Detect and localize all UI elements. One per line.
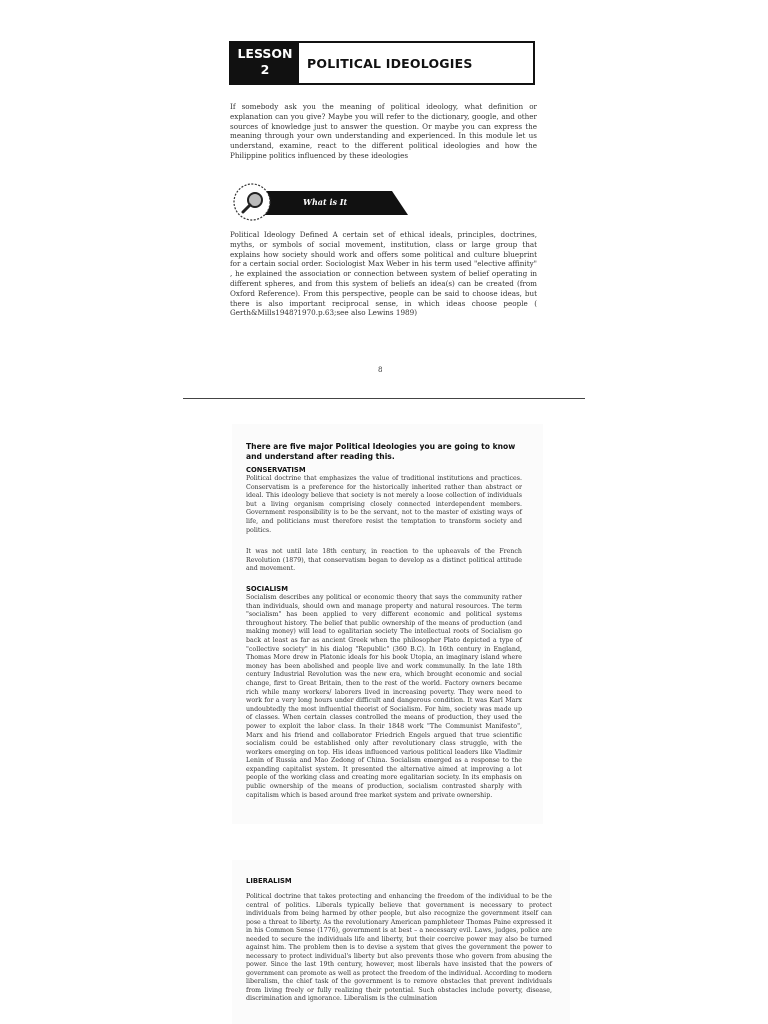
conservatism-paragraph-1: Political doctrine that emphasizes the value of traditional institutions and practices. Conservatism is a preference for the historically inherited rather than abstract or ideal. This ideology believe that society is not merely a loose collection of individuals but a living organism comprising closely connected interdependent members. Government responsibility is to be the servant, not to the master of existing ways of life, and politicians must therefore resist the temptation to transform society and politics. bbox=[246, 475, 522, 534]
conservatism-paragraph-2: It was not until late 18th century, in reaction to the upheavals of the French Revolution (1879), that conservatism began to develop as a distinct political attitude and movement. bbox=[246, 548, 522, 573]
lesson-number-tag bbox=[231, 43, 299, 83]
conservatism-heading: CONSERVATISM bbox=[246, 466, 306, 474]
liberalism-heading: LIBERALISM bbox=[246, 877, 292, 885]
ideologies-intro-heading: There are five major Political Ideologies you are going to know and understand after reading this. bbox=[246, 442, 516, 461]
what-is-it-paragraph: Political Ideology Defined A certain set of ethical ideals, principles, doctrines, myths, or symbols of social movement, institution, class or large group that explains how society should work and offers some political and culture blueprint for a certain social order. Sociologist Max Weber in his term used "elective affinity" , he explained the association or connection between system of belief operating in different spheres, and from this system of beliefs an idea(s) can be created (from Oxford Reference). From this perspective, people can be said to choose ideas, but there is also important reciprocal sense, in which ideas choose people ( Gerth&Mills1948?1970.p.63;see also Lewins 1989) bbox=[230, 230, 537, 318]
lesson-label: LESSON bbox=[237, 46, 293, 61]
page-number: 8 bbox=[378, 366, 383, 374]
intro-paragraph: If somebody ask you the meaning of political ideology, what definition or explanation can you give? Maybe you will refer to the dictionary, google, and other sources of knowledge just to answer the question. Or maybe you can express the meaning through your own understanding and experienced. In this module let us understand, examine, react to the different political ideologies and how the Philippine politics influenced by these ideologies bbox=[230, 102, 537, 160]
lesson-title: POLITICAL IDEOLOGIES bbox=[307, 56, 473, 71]
lesson-header bbox=[229, 41, 535, 85]
lesson-number: 2 bbox=[260, 62, 270, 77]
socialism-paragraph: Socialism describes any political or economic theory that says the community rather than individuals, should own and manage property and natural resources. The term "socialism" has been applied to very different economic and political systems throughout history. The belief that public ownership of the means of production (and making money) will lead to egalitarian society The intellectual roots of Socialism go back at least as far as ancient Greek when the philosopher Plato depicted a type of "collective society" in his dialog "Republic" (360 B.C). In 16th century in England, Thomas More drew in Platonic ideals for his book Utopia, an imaginary island where money has been abolished and people live and work communally. In the late 18th century Industrial Revolution was the new era, which brought economic and social change, first to Great Britain, then to the rest of the world. Factory owners became rich while many workers/ laborers lived in increasing poverty. They were need to work for a very long hours under difficult and dangerous condition. It was Karl Marx undoubtedly the most influential theorist of Socialism. For him, society was made up of classes. When certain classes controlled the means of production, they used the power to exploit the labor class. In their 1848 work "The Communist Manifesto", Marx and his friend and collaborator Friedrich Engels argued that true scientific socialism could be established only after revolutionary class struggle, with the workers emerging on top. His ideas influenced various political leaders like Vladimir Lenin of Russia and Mao Zedong of China. Socialism emerged as a response to the expanding capitalist system. It presented the alternative aimed at improving a lot people of the working class and creating more egalitarian society. In its emphasis on public ownership of the means of production, socialism contrasted sharply with capitalism which is based around free market system and private ownership. bbox=[246, 594, 522, 799]
socialism-heading: SOCIALISM bbox=[246, 585, 288, 593]
liberalism-paragraph: Political doctrine that takes protecting and enhancing the freedom of the individual to be the central of politics. Liberals typically believe that government is necessary to protect individuals from being harmed by other people, but also recognize the government itself can pose a threat to liberty. As the revolutionary American pamphleteer Thomas Paine expressed it in his Common Sense (1776), government is at best – a necessary evil. Laws, judges, police are needed to secure the individuals life and liberty, but their coercive power may also be turned against him. The problem then is to devise a system that gives the government the power to necessary to protect individual's liberty but also prevents those who govern from abusing the power. Since the last 19th century, however, most liberals have insisted that the powers of government can promote as well as protect the freedom of the individual. According to modern liberalism, the chief task of the government is to remove obstacles that prevent individuals from living freely or fully realizing their potential. Such obstacles include poverty, disease, discrimination and ignorance. Liberalism is the culmination bbox=[246, 893, 552, 1002]
page-divider bbox=[183, 398, 585, 399]
what-is-it-label: What is It bbox=[303, 197, 348, 207]
magnifying-glass-icon bbox=[240, 190, 266, 216]
